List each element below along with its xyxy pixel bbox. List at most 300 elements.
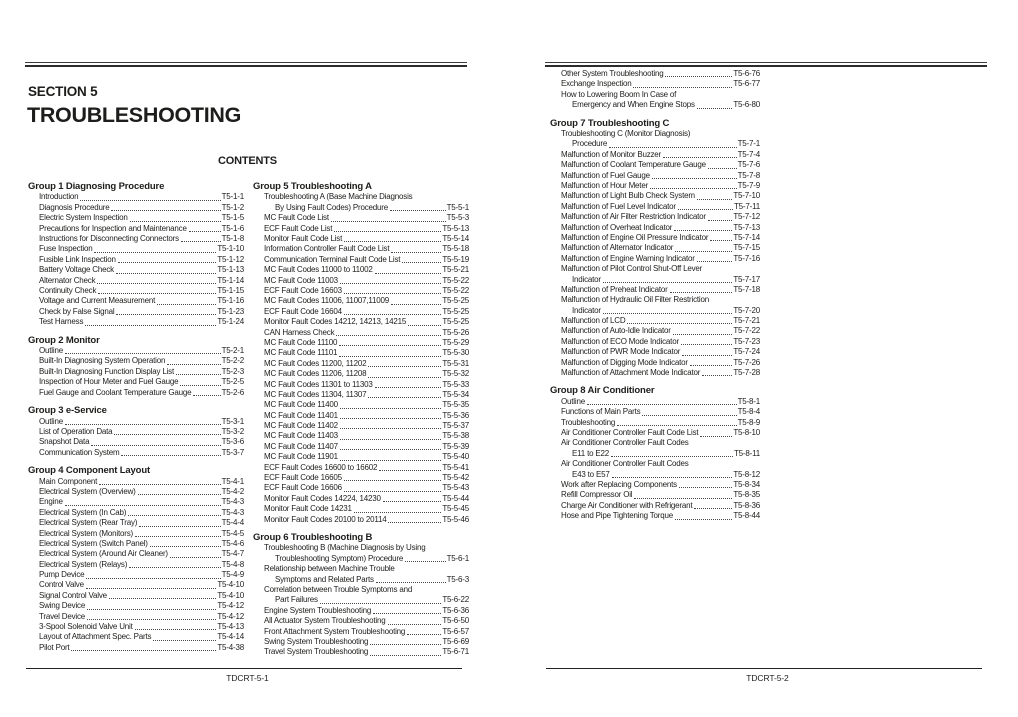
- toc-entry-label: Information Controller Fault Code List: [264, 244, 390, 254]
- toc-entry: [28, 570, 244, 580]
- toc-entry-page: T5-4-3: [221, 507, 244, 517]
- dot-leader: [670, 292, 733, 293]
- dot-leader: [86, 588, 217, 589]
- toc-entry: [550, 181, 760, 191]
- toc-entry-label: Refill Compressor Oil: [561, 490, 633, 500]
- toc-entry-label: Fuse Inspection: [39, 244, 93, 254]
- dot-leader: [375, 387, 442, 388]
- toc-entry-page: T5-7-28: [733, 368, 760, 378]
- toc-entry-continuation: [253, 203, 469, 213]
- dot-leader: [344, 293, 442, 294]
- toc-entry-page: T5-4-12: [217, 601, 244, 611]
- toc-entry-continuation: [550, 470, 760, 480]
- dot-leader: [368, 366, 441, 367]
- toc-entry-label: How to Lowering Boom In Case of: [561, 89, 677, 99]
- toc-columns: [28, 181, 469, 665]
- toc-entry-page: T5-5-25: [442, 317, 469, 327]
- dot-leader: [344, 241, 441, 242]
- toc-entry: [253, 390, 469, 400]
- toc-entry: [550, 501, 760, 511]
- dot-leader: [114, 434, 220, 435]
- toc-entry: [253, 585, 469, 595]
- toc-entry-label: Layout of Attachment Spec. Parts: [39, 632, 152, 642]
- dot-leader: [87, 619, 216, 620]
- toc-group-title: Group 5 Troubleshooting A: [253, 181, 372, 192]
- dot-leader: [678, 209, 733, 210]
- toc-entry-label: Work after Replacing Components: [561, 480, 677, 490]
- toc-entry-label: Relationship between Machine Trouble: [264, 564, 395, 574]
- toc-entry-page: T5-4-1: [221, 476, 244, 486]
- toc-entry: [28, 377, 244, 387]
- toc-entry-label: Monitor Fault Codes 20100 to 20114: [264, 514, 387, 524]
- toc-entry-label: Precautions for Inspection and Maintenance: [39, 223, 187, 233]
- dot-leader: [673, 334, 733, 335]
- toc-entry-page: T5-7-13: [733, 222, 760, 232]
- dot-leader: [87, 609, 216, 610]
- toc-entry-label: Malfunction of ECO Mode Indicator: [561, 336, 679, 346]
- toc-entry-label: Built-In Diagnosing Function Display List: [39, 366, 174, 376]
- toc-entry-label: MC Fault Code 11401: [264, 410, 338, 420]
- dot-leader: [627, 323, 732, 324]
- toc-entry-label: Troubleshooting: [561, 417, 616, 427]
- dot-leader: [71, 650, 216, 651]
- toc-entry-label: ECF Fault Code 16604: [264, 306, 342, 316]
- toc-entry: [253, 616, 469, 626]
- dot-leader: [344, 491, 442, 492]
- toc-entry-page: T5-5-3: [446, 213, 469, 223]
- dot-leader: [331, 221, 446, 222]
- toc-entry: [550, 397, 760, 407]
- toc-entry: [28, 529, 244, 539]
- dot-leader: [379, 470, 441, 471]
- toc-entry-page: T5-7-16: [733, 253, 760, 263]
- toc-entry: [253, 276, 469, 286]
- dot-leader: [157, 304, 216, 305]
- toc-entry: [253, 452, 469, 462]
- toc-entry-page: T5-7-26: [733, 357, 760, 367]
- top-rule: [545, 62, 987, 67]
- toc-entry-label: Indicator: [572, 305, 601, 315]
- toc-entry: [28, 612, 244, 622]
- toc-column-1: [28, 181, 244, 665]
- toc-entry: [253, 421, 469, 431]
- dot-leader: [181, 241, 221, 242]
- toc-entry: [253, 307, 469, 317]
- toc-entry-page: T5-8-44: [733, 511, 760, 521]
- toc-entry: [28, 632, 244, 642]
- dot-leader: [340, 460, 442, 461]
- toc-entry-page: T5-7-24: [733, 347, 760, 357]
- toc-entry: [550, 69, 760, 79]
- toc-entry: [28, 518, 244, 528]
- toc-entry: [28, 601, 244, 611]
- toc-entry: [253, 564, 469, 574]
- dot-leader: [370, 644, 441, 645]
- toc-entry-label: Instructions for Disconnecting Connectors: [39, 234, 179, 244]
- toc-group-title: Group 4 Component Layout: [28, 465, 151, 477]
- toc-entry-continuation: [550, 275, 760, 285]
- toc-entry-page: T5-7-8: [737, 170, 760, 180]
- toc-entry-page: T5-2-6: [221, 387, 244, 397]
- toc-entry: [253, 637, 469, 647]
- toc-entry: [550, 368, 760, 378]
- page-footer: TDCRT-5-2: [746, 673, 789, 683]
- dot-leader: [697, 108, 733, 109]
- toc-entry-label: E43 to E57: [572, 469, 610, 479]
- toc-entry: [253, 431, 469, 441]
- dot-leader: [334, 231, 441, 232]
- toc-column-2: [253, 181, 469, 665]
- toc-entry-label: Outline: [39, 346, 63, 356]
- dot-leader: [642, 415, 736, 416]
- toc-entry: [28, 581, 244, 591]
- dot-leader: [405, 561, 446, 562]
- toc-entry-page: T5-6-22: [442, 595, 469, 605]
- toc-entry-page: T5-4-10: [217, 590, 244, 600]
- dot-leader: [98, 293, 216, 294]
- dot-leader: [682, 355, 732, 356]
- toc-entry: [550, 459, 760, 469]
- dot-leader: [339, 356, 441, 357]
- dot-leader: [180, 385, 220, 386]
- footer-rule: [546, 668, 982, 669]
- toc-entry-page: T5-1-13: [217, 265, 244, 275]
- toc-entry-continuation: [253, 554, 469, 564]
- dot-leader: [373, 613, 441, 614]
- dot-leader: [111, 210, 220, 211]
- dot-leader: [391, 252, 441, 253]
- dot-leader: [702, 375, 732, 376]
- toc-entry-page: T5-3-7: [221, 447, 244, 457]
- toc-entry-page: T5-3-6: [221, 437, 244, 447]
- toc-entry-label: Functions of Main Parts: [561, 407, 641, 417]
- toc-entry-page: T5-7-17: [733, 274, 760, 284]
- dot-leader: [354, 512, 442, 513]
- toc-entry: [550, 129, 760, 139]
- toc-entry-label: MC Fault Codes 11000 to 11002: [264, 265, 373, 275]
- toc-entry-label: Malfunction of Air Filter Restriction Indicator: [561, 212, 706, 222]
- dot-leader: [368, 397, 441, 398]
- toc-entry-label: Inspection of Hour Meter and Fuel Gauge: [39, 377, 179, 387]
- toc-entry-continuation: [550, 306, 760, 316]
- toc-entry-label: By Using Fault Codes) Procedure: [275, 202, 388, 212]
- toc-entry: [253, 380, 469, 390]
- toc-entry-label: MC Fault Code 11400: [264, 400, 338, 410]
- toc-entry: [28, 286, 244, 296]
- dot-leader: [376, 582, 446, 583]
- dot-leader: [86, 578, 220, 579]
- toc-entry-page: T5-8-35: [733, 490, 760, 500]
- toc-entry-page: T5-1-1: [221, 192, 244, 202]
- toc-entry-label: Troubleshooting A (Base Machine Diagnosis: [264, 192, 413, 202]
- dot-leader: [138, 494, 221, 495]
- toc-entry: [550, 79, 760, 89]
- toc-entry-label: Monitor Fault Codes 14224, 14230: [264, 493, 381, 503]
- toc-entry-page: T5-5-25: [442, 306, 469, 316]
- toc-entry-label: Fuel Gauge and Coolant Temperature Gauge: [39, 387, 192, 397]
- toc-entry-page: T5-1-23: [217, 306, 244, 316]
- footer-rule: [26, 668, 462, 669]
- dot-leader: [603, 282, 732, 283]
- toc-entry-label: Malfunction of Fuel Level Indicator: [561, 201, 676, 211]
- toc-group-title: Group 6 Troubleshooting B: [253, 532, 373, 543]
- toc-entry-page: T5-7-15: [733, 243, 760, 253]
- dot-leader: [408, 325, 441, 326]
- toc-entry-label: Diagnosis Procedure: [39, 202, 110, 212]
- toc-entry-page: T5-5-26: [442, 327, 469, 337]
- toc-entry-label: Travel System Troubleshooting: [264, 647, 369, 657]
- toc-entry-label: Malfunction of Hour Meter: [561, 181, 649, 190]
- dot-leader: [675, 519, 732, 520]
- toc-entry-page: T5-5-21: [442, 265, 469, 275]
- toc-entry-label: Engine System Troubleshooting: [264, 605, 372, 615]
- dot-leader: [708, 168, 737, 169]
- toc-entry: [28, 437, 244, 447]
- toc-entry-page: T5-6-3: [446, 574, 469, 584]
- toc-group-title: Group 7 Troubleshooting C: [550, 117, 670, 129]
- toc-entry-label: Pump Device: [39, 570, 85, 580]
- toc-entry-page: T5-1-2: [221, 202, 244, 212]
- toc-entry: [253, 483, 469, 493]
- toc-entry: [550, 337, 760, 347]
- toc-entry-page: T5-5-41: [442, 462, 469, 472]
- toc-entry-label: Malfunction of Engine Oil Pressure Indicator: [561, 232, 709, 242]
- dot-leader: [80, 200, 220, 201]
- dot-leader: [375, 273, 442, 274]
- toc-entry-label: Electrical System (Monitors): [39, 528, 133, 538]
- dot-leader: [320, 603, 442, 604]
- toc-entry-label: Fusible Link Inspection: [39, 254, 116, 264]
- toc-entry-page: T5-5-39: [442, 441, 469, 451]
- toc-entry-label: Correlation between Trouble Symptoms and: [264, 585, 413, 595]
- toc-entry-page: T5-5-14: [442, 234, 469, 244]
- dot-leader: [130, 221, 221, 222]
- toc-entry-page: T5-4-8: [221, 559, 244, 569]
- toc-entry-page: T5-5-30: [442, 348, 469, 358]
- toc-entry-page: T5-4-7: [221, 549, 244, 559]
- toc-entry-label: Malfunction of Coolant Temperature Gauge: [561, 160, 706, 170]
- dot-leader: [340, 428, 442, 429]
- toc-entry: [550, 243, 760, 253]
- toc-entry-label: MC Fault Code 11101: [264, 348, 338, 358]
- toc-entry-page: T5-5-25: [442, 296, 469, 306]
- toc-entry-label: Swing System Troubleshooting: [264, 637, 369, 646]
- toc-entry: [253, 193, 469, 203]
- toc-entry-page: T5-8-12: [733, 469, 760, 479]
- toc-entry-page: T5-4-13: [217, 622, 244, 632]
- toc-entry-page: T5-1-14: [217, 275, 244, 285]
- toc-entry-label: MC Fault Code List: [264, 213, 329, 223]
- toc-group: [28, 335, 244, 398]
- toc-entry-page: T5-5-40: [442, 452, 469, 462]
- right-page: [545, 0, 990, 717]
- toc-entry: [550, 407, 760, 417]
- toc-entry: [550, 347, 760, 357]
- toc-entry-page: T5-7-10: [733, 191, 760, 201]
- dot-leader: [611, 456, 733, 457]
- toc-entry-page: T5-5-46: [442, 514, 469, 524]
- dot-leader: [617, 425, 737, 426]
- toc-entry: [28, 296, 244, 306]
- toc-entry-label: Procedure: [572, 139, 608, 149]
- toc-entry: [28, 276, 244, 286]
- toc-entry: [28, 427, 244, 437]
- toc-entry-continuation: [253, 575, 469, 585]
- toc-entry: [253, 627, 469, 637]
- toc-entry-label: Troubleshooting B (Machine Diagnosis by Using: [264, 543, 426, 553]
- dot-leader: [340, 449, 442, 450]
- toc-entry-label: Malfunction of Monitor Buzzer: [561, 149, 662, 159]
- toc-entry-page: T5-5-37: [442, 421, 469, 431]
- toc-entry-label: MC Fault Code 11407: [264, 441, 338, 451]
- toc-entry-label: Air Conditioner Controller Fault Code List: [561, 428, 699, 438]
- toc-entry-page: T5-5-29: [442, 337, 469, 347]
- toc-entry-label: List of Operation Data: [39, 426, 113, 436]
- toc-entry: [550, 254, 760, 264]
- toc-entry-page: T5-7-22: [733, 326, 760, 336]
- toc-entry-label: Signal Control Valve: [39, 590, 107, 600]
- contents-heading: CONTENTS: [218, 155, 277, 167]
- dot-leader: [708, 220, 732, 221]
- dot-leader: [633, 87, 732, 88]
- toc-entry: [550, 160, 760, 170]
- left-page: [25, 0, 470, 717]
- toc-group: [253, 181, 469, 525]
- toc-entry-label: MC Fault Code 11100: [264, 337, 338, 347]
- toc-entry-label: Air Conditioner Controller Fault Codes: [561, 438, 689, 448]
- toc-entry: [253, 606, 469, 616]
- toc-entry-label: Outline: [39, 416, 63, 426]
- toc-entry-label: Malfunction of LCD: [561, 316, 626, 326]
- toc-entry-label: Malfunction of Attachment Mode Indicator: [561, 368, 701, 378]
- toc-entry-page: T5-6-80: [733, 100, 760, 110]
- toc-entry-page: T5-7-23: [733, 336, 760, 346]
- toc-entry-page: T5-8-34: [733, 480, 760, 490]
- dot-leader: [65, 424, 221, 425]
- toc-entry-label: MC Fault Codes 11304, 11307: [264, 389, 367, 399]
- dot-leader: [340, 408, 442, 409]
- toc-entry-page: T5-5-43: [442, 483, 469, 493]
- toc-entry-page: T5-5-22: [442, 275, 469, 285]
- toc-entry-page: T5-4-3: [221, 497, 244, 507]
- dot-leader: [587, 404, 737, 405]
- toc-entry-label: Malfunction of PWR Mode Indicator: [561, 347, 681, 357]
- dot-leader: [167, 364, 220, 365]
- toc-entry-label: MC Fault Code 11003: [264, 275, 338, 285]
- toc-group: [550, 118, 760, 379]
- toc-entry-page: T5-4-5: [221, 528, 244, 538]
- toc-entry-label: Exchange Inspection: [561, 79, 632, 89]
- toc-entry: [253, 286, 469, 296]
- toc-entry-page: T5-8-1: [737, 396, 760, 406]
- toc-column-3: [550, 69, 760, 529]
- toc-entry: [550, 439, 760, 449]
- toc-entry: [253, 213, 469, 223]
- toc-group-title: Group 2 Monitor: [28, 334, 100, 346]
- dot-leader: [189, 231, 221, 232]
- toc-entry-label: MC Fault Codes 11301 to 11303: [264, 379, 373, 389]
- toc-entry: [253, 328, 469, 338]
- toc-entry: [550, 428, 760, 438]
- toc-entry: [550, 326, 760, 336]
- dot-leader: [388, 522, 441, 523]
- toc-entry: [550, 358, 760, 368]
- toc-entry-label: Malfunction of Light Bulb Check System: [561, 191, 695, 201]
- toc-entry-label: Other System Troubleshooting: [561, 68, 664, 78]
- toc-entry-page: T5-6-36: [442, 605, 469, 615]
- dot-leader: [679, 487, 732, 488]
- toc-entry-page: T5-1-6: [221, 223, 244, 233]
- toc-entry: [28, 388, 244, 398]
- toc-entry: [28, 508, 244, 518]
- toc-entry-continuation: [253, 595, 469, 605]
- toc-entry: [28, 213, 244, 223]
- toc-entry-page: T5-2-2: [221, 356, 244, 366]
- toc-entry: [253, 255, 469, 265]
- dot-leader: [665, 76, 732, 77]
- toc-entry: [28, 234, 244, 244]
- toc-entry-label: Indicator: [572, 274, 601, 284]
- toc-entry: [550, 233, 760, 243]
- toc-entry: [28, 549, 244, 559]
- toc-entry: [28, 203, 244, 213]
- toc-entry-label: Communication Terminal Fault Code List: [264, 254, 401, 264]
- toc-entry-label: Monitor Fault Codes 14212, 14213, 14215: [264, 317, 407, 327]
- dot-leader: [97, 283, 216, 284]
- dot-leader: [368, 377, 441, 378]
- toc-entry-page: T5-5-35: [442, 400, 469, 410]
- toc-entry: [253, 338, 469, 348]
- toc-entry-label: Malfunction of Fuel Gauge: [561, 170, 650, 180]
- toc-entry-page: T5-8-36: [733, 500, 760, 510]
- toc-entry-page: T5-7-6: [737, 160, 760, 170]
- toc-entry-page: T5-4-9: [221, 570, 244, 580]
- toc-entry: [550, 511, 760, 521]
- dot-leader: [697, 199, 733, 200]
- dot-leader: [339, 345, 441, 346]
- toc-entry: [253, 494, 469, 504]
- toc-entry-page: T5-7-12: [733, 212, 760, 222]
- toc-entry: [253, 544, 469, 554]
- toc-entry: [550, 295, 760, 305]
- toc-entry-page: T5-5-13: [442, 223, 469, 233]
- toc-entry-page: T5-5-19: [442, 254, 469, 264]
- toc-entry-label: MC Fault Code 11901: [264, 452, 338, 462]
- toc-entry: [550, 418, 760, 428]
- dot-leader: [135, 629, 217, 630]
- toc-entry-label: MC Fault Code 11403: [264, 431, 338, 441]
- toc-entry-page: T5-8-11: [733, 448, 760, 458]
- page-footer: TDCRT-5-1: [226, 673, 269, 683]
- toc-entry: [550, 480, 760, 490]
- dot-leader: [634, 498, 732, 499]
- toc-entry-label: Electric System Inspection: [39, 213, 128, 223]
- toc-entry: [253, 244, 469, 254]
- toc-entry-label: Built-In Diagnosing System Operation: [39, 356, 166, 366]
- toc-entry: [28, 643, 244, 653]
- toc-entry-page: T5-6-77: [733, 79, 760, 89]
- toc-entry-page: T5-6-71: [442, 647, 469, 657]
- dot-leader: [170, 557, 221, 558]
- toc-entry: [253, 515, 469, 525]
- toc-entry-label: Electrical System (Switch Panel): [39, 538, 148, 548]
- toc-entry: [253, 348, 469, 358]
- toc-entry-page: T5-4-4: [221, 518, 244, 528]
- toc-entry: [28, 307, 244, 317]
- toc-entry: [253, 504, 469, 514]
- toc-entry-label: Snapshot Data: [39, 437, 90, 447]
- toc-entry-page: T5-1-12: [217, 254, 244, 264]
